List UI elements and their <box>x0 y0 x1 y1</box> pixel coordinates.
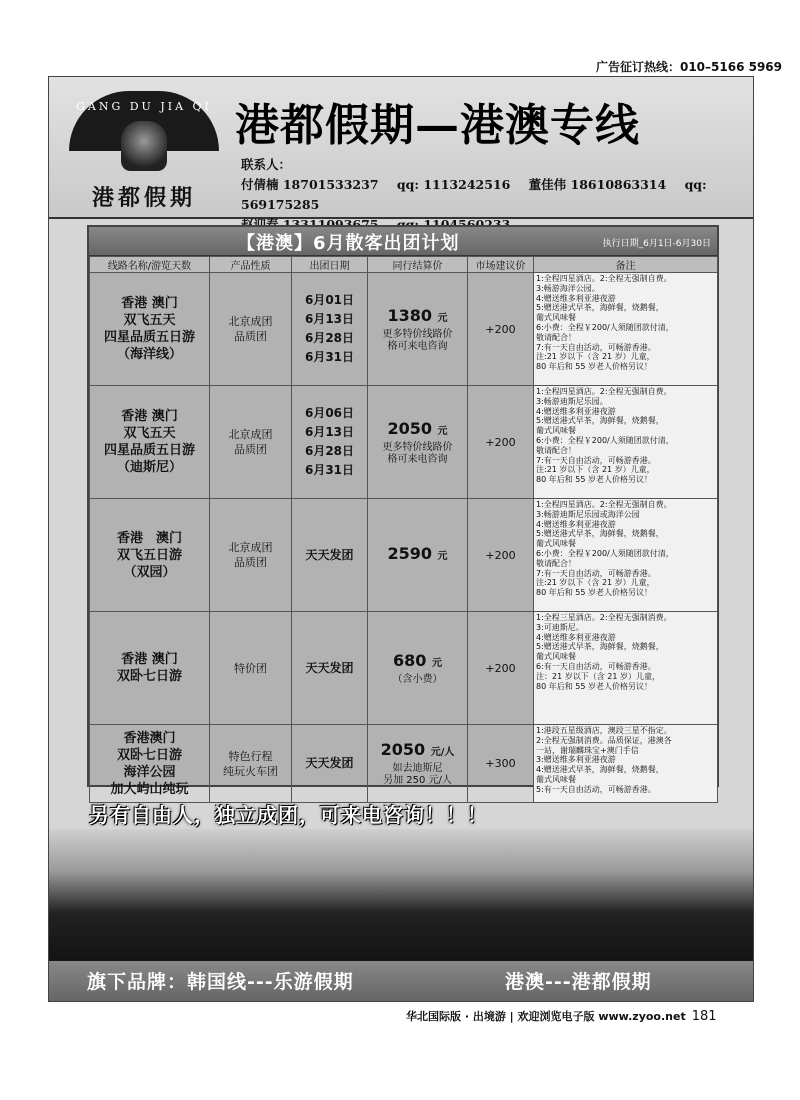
contacts-line-1 <box>241 175 753 215</box>
product-cell <box>210 386 292 499</box>
market-cell <box>468 612 534 725</box>
route-cell <box>90 273 210 386</box>
price-note: 更多特价线路价 格可来电咨询 <box>382 328 453 352</box>
footer-text: 华北国际版 · 出境游 | 欢迎浏览电子版 www.zyoo.net <box>406 1010 686 1023</box>
product-type: 北京成团 品质团 <box>228 315 273 343</box>
market-price: +200 <box>485 661 516 675</box>
price-note: （含小费） <box>392 673 443 685</box>
product-type: 特价团 <box>234 661 267 675</box>
notes-cell <box>534 273 718 386</box>
schedule-table <box>89 256 718 803</box>
col-header: 同行结算价 <box>368 257 468 273</box>
logo-en-text: GANG DU JIA QI <box>76 100 212 113</box>
price-value: 2050 <box>380 740 426 759</box>
brand-right: 港澳---港都假期 <box>505 971 652 993</box>
notes-text: 1:全程三星酒店。2:全程无强制消费。 3:可迪斯尼。 4:赠送维多利亚港夜游 5:赠送港式早茶，海鲜餐，烧鹅餐， 葡式风味餐 6:有一天自由活动，可畅游香港。 注：21 岁以下（含 21 岁）儿童， 80 年后和 55 岁老人价格另议！ <box>536 613 672 691</box>
brand-banner <box>49 961 753 1001</box>
contacts <box>241 155 753 235</box>
product-type: 北京成团 品质团 <box>228 541 273 569</box>
skyline-image <box>49 829 753 969</box>
price-value: 2050 <box>387 418 432 438</box>
price-unit: 元 <box>437 550 448 562</box>
notes-text: 1:港段五星级酒店，澳段三星不指定。 2:全程无强制消费。品质保证，港澳各 一站，谢瑞麟珠宝+澳门手信 3:赠送维多利亚港夜游 4:赠送港式早茶，海鲜餐，烧鹅餐， 葡式风味餐 5:有一天自由活动，可畅游香港。 <box>536 726 672 794</box>
dates-cell <box>292 725 368 803</box>
market-cell <box>468 499 534 612</box>
col-header: 产品性质 <box>210 257 292 273</box>
price-unit: 元 <box>437 312 448 324</box>
departure-dates: 天天发团 <box>305 547 354 562</box>
logo-cn-text: 港都假期 <box>91 185 196 211</box>
notes-cell <box>534 612 718 725</box>
bauhinia-icon <box>121 121 167 171</box>
col-header: 市场建议价 <box>468 257 534 273</box>
price-cell <box>368 725 468 803</box>
dates-cell <box>292 386 368 499</box>
price-value: 2590 <box>387 543 432 563</box>
dates-cell <box>292 273 368 386</box>
schedule-title: 【港澳】6月散客出团计划 <box>237 233 460 254</box>
product-type: 特色行程 纯玩火车团 <box>223 749 278 778</box>
market-price: +200 <box>485 322 516 336</box>
route-cell <box>90 612 210 725</box>
price-value: 680 <box>393 650 427 670</box>
price-cell <box>368 273 468 386</box>
logo <box>69 91 219 209</box>
price-note: 如去迪斯尼 另加 250 元/人 <box>383 763 452 786</box>
product-cell <box>210 725 292 803</box>
table-row <box>90 386 718 499</box>
dates-cell <box>292 612 368 725</box>
slogan: 另有自由人，独立成团，可来电咨询！！！ <box>89 803 488 827</box>
notes-text: 1:全程四星酒店。2:全程无强制自费。 3:畅游海洋公园。 4:赠送维多利亚港夜游 5:赠送港式早茶，海鲜餐，烧鹅餐， 葡式风味餐 6:小费：全程￥200/人须随团款付清， 敬请配合！ 7:有一天自由活动，可畅游香港。 注:21 岁以下（含 21 岁）儿童， 80 年后和 55 岁老人价格另议！ <box>536 274 674 372</box>
route-name: 香港澳门 双卧七日游 海洋公园 加大屿山纯玩 <box>110 730 189 797</box>
price-value: 1380 <box>387 305 432 325</box>
contact-entry: 付倩楠 18701533237 <box>241 177 379 192</box>
route-name: 香港 澳门 双飞五天 四星品质五日游 （海洋线） <box>103 296 195 362</box>
departure-dates: 6月01日 6月13日 6月28日 6月31日 <box>304 293 355 364</box>
price-note: 更多特价线路价 格可来电咨询 <box>382 441 453 465</box>
route-name: 香港 澳门 双飞五日游 （双园） <box>116 530 182 580</box>
product-type: 北京成团 品质团 <box>228 428 273 456</box>
market-cell <box>468 725 534 803</box>
page-title: 港都假期—港澳专线 <box>235 100 640 151</box>
price-cell <box>368 499 468 612</box>
table-row <box>90 612 718 725</box>
col-header: 出团日期 <box>292 257 368 273</box>
dates-cell <box>292 499 368 612</box>
market-price: +200 <box>485 435 516 449</box>
route-cell <box>90 725 210 803</box>
price-unit: 元 <box>437 425 448 437</box>
market-price: +200 <box>485 548 516 562</box>
notes-cell <box>534 386 718 499</box>
market-price: +300 <box>485 757 516 770</box>
departure-dates: 天天发团 <box>305 660 354 675</box>
ad-frame <box>48 76 754 1002</box>
product-cell <box>210 612 292 725</box>
departure-dates: 6月06日 6月13日 6月28日 6月31日 <box>304 406 355 477</box>
contact-label: 联系人： <box>241 157 292 172</box>
table-row <box>90 273 718 386</box>
market-cell <box>468 273 534 386</box>
col-header: 线路名称/游览天数 <box>90 257 210 273</box>
notes-text: 1:全程四星酒店。2:全程无强制自费。 3:畅游迪斯尼乐园。 4:赠送维多利亚港夜游 5:赠送港式早茶，海鲜餐，烧鹅餐， 葡式风味餐 6:小费：全程￥200/人须随团款付清， 敬请配合！ 7:有一天自由活动，可畅游香港。 注:21 岁以下（含 21 岁）儿童， 80 年后和 55 岁老人价格另议！ <box>536 387 674 485</box>
notes-text: 1:全程四星酒店。2:全程无强制自费。 3:畅游迪斯尼乐园或海洋公园 4:赠送维多利亚港夜游 5:赠送港式早茶，海鲜餐，烧鹅餐， 葡式风味餐 6:小费：全程￥200/人须随团款付清， 敬请配合！ 7:有一天自由活动，可畅游香港。 注:21 岁以下（含 21 岁）儿童， 80 年后和 55 岁老人价格另议！ <box>536 500 674 598</box>
notes-cell <box>534 725 718 803</box>
route-cell <box>90 499 210 612</box>
page-footer <box>406 1008 717 1024</box>
header <box>49 77 753 219</box>
product-cell <box>210 499 292 612</box>
schedule-header <box>89 227 717 256</box>
product-cell <box>210 273 292 386</box>
price-unit: 元 <box>431 657 442 669</box>
brand-left: 旗下品牌：韩国线---乐游假期 <box>87 971 354 993</box>
col-header: 备注 <box>534 257 718 273</box>
price-unit: 元/人 <box>430 747 455 758</box>
route-name: 香港 澳门 双卧七日游 <box>116 652 182 684</box>
schedule-panel <box>87 225 719 797</box>
ad-hotline: 广告征订热线：010–5166 5969 <box>595 60 782 74</box>
notes-cell <box>534 499 718 612</box>
page-number: 181 <box>691 1009 717 1024</box>
price-cell <box>368 386 468 499</box>
contact-entry: qq: 569175285 <box>241 177 707 212</box>
route-cell <box>90 386 210 499</box>
table-row <box>90 725 718 803</box>
market-cell <box>468 386 534 499</box>
table-row <box>90 499 718 612</box>
contact-entry: 董佳伟 18610863314 <box>528 177 667 192</box>
route-name: 香港 澳门 双飞五天 四星品质五日游 （迪斯尼） <box>103 409 195 475</box>
contact-entry: qq: 1113242516 <box>396 177 511 192</box>
departure-dates: 天天发团 <box>305 756 354 770</box>
schedule-date-range: 执行日期_6月1日-6月30日 <box>602 239 711 249</box>
price-cell <box>368 612 468 725</box>
